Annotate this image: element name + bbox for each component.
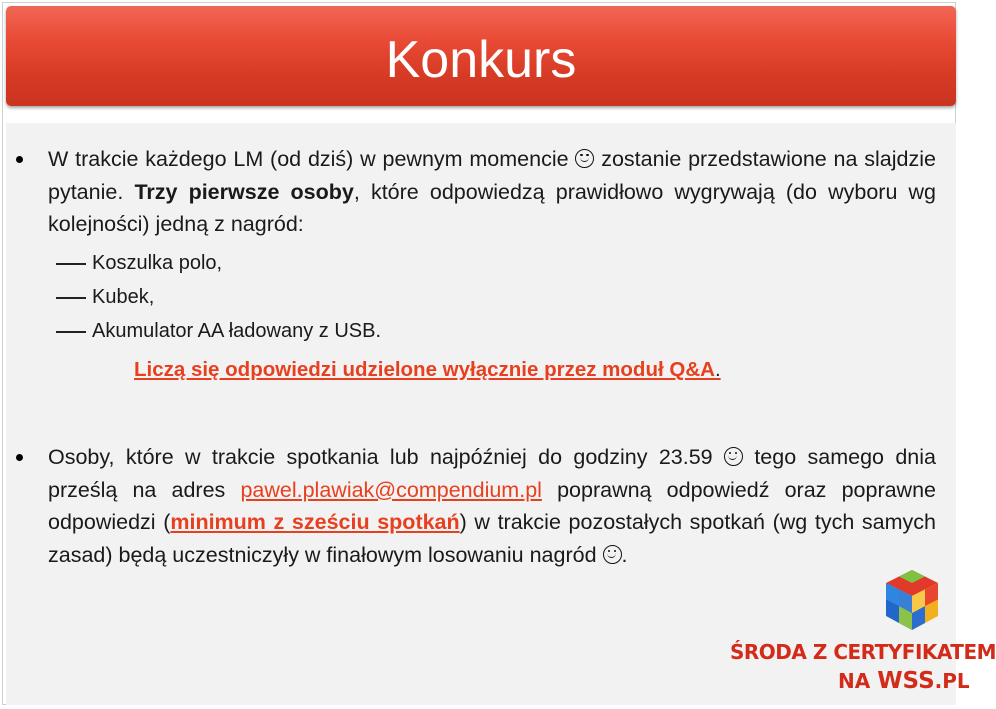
bullet-1-bold: Trzy pierwsze osoby xyxy=(134,179,354,204)
qa-note-text: Liczą się odpowiedzi udzielone wyłącznie przez moduł Q&A xyxy=(134,358,715,381)
smiley-icon xyxy=(603,545,622,564)
slide-title: Konkurs xyxy=(385,31,577,89)
dash-icon xyxy=(56,297,86,299)
bullet-2-part1: Osoby, które w trakcie spotkania lub najpóźniej do godziny 23.59 xyxy=(48,445,724,469)
dash-icon xyxy=(56,331,86,333)
prize-label: Koszulka polo, xyxy=(92,252,223,274)
bullet-1-part1: W trakcie każdego LM (od dziś) w pewnym momencie xyxy=(48,147,576,171)
bullet-dot xyxy=(16,454,23,461)
cube-logo-icon xyxy=(882,566,942,636)
qa-note-end: . xyxy=(714,358,721,381)
bullet-1-text xyxy=(48,143,936,241)
logo-text-top: ŚRODA Z CERTYFIKATEM xyxy=(730,640,996,664)
smiley-icon xyxy=(575,149,594,168)
smiley-icon xyxy=(724,447,743,466)
bullet-2-part3: poprawną odpowiedź oraz poprawne odpowiedzi ( xyxy=(48,477,936,534)
qa-note xyxy=(134,355,721,385)
content-area xyxy=(6,123,956,705)
logo-pl: .PL xyxy=(934,669,970,693)
logo-wss: WSS xyxy=(877,668,935,694)
minimum-meetings-note: minimum z sześciu spotkań xyxy=(170,510,460,534)
bullet-1-part3: , które odpowiedzą prawidłowo wygrywają (do wyboru wg kolejności) jedną z nagród: xyxy=(48,179,937,236)
logo-text-bottom xyxy=(838,668,970,694)
prize-label: Kubek, xyxy=(92,286,155,308)
bullet-1-part2: zostanie przedstawione na slajdzie pytanie. xyxy=(48,147,936,204)
email-link[interactable]: pawel.plawiak@compendium.pl xyxy=(240,477,542,502)
logo-na: NA xyxy=(838,669,878,693)
prize-label: Akumulator AA ładowany z USB. xyxy=(92,320,382,342)
bullet-2-part5: . xyxy=(621,542,628,567)
bullet-2-part2: tego samego dnia prześlą na adres xyxy=(48,445,936,502)
bullet-dot xyxy=(16,156,23,163)
dash-icon xyxy=(56,263,86,265)
bullet-2-part4: ) w trakcie pozostałych spotkań (wg tych samych zasad) będą uczestniczyły w finałowym losowaniu nagród xyxy=(48,510,936,567)
bullet-2-text xyxy=(48,441,936,571)
title-bar xyxy=(6,6,956,106)
